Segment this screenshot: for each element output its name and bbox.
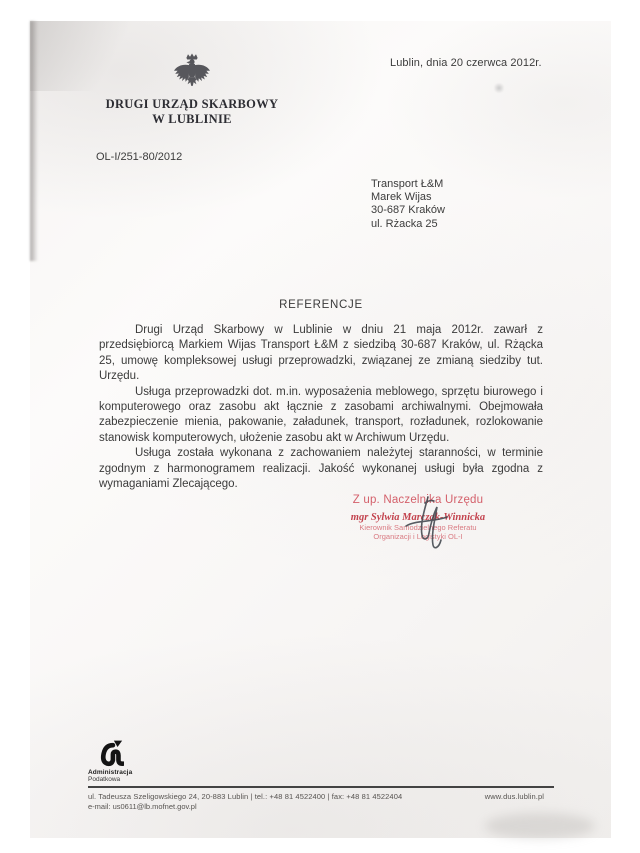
recipient-address [371,178,445,231]
scan-shadow-artifact [485,813,595,839]
footer-website: www.dus.lublin.pl [484,792,544,801]
date-line: Lublin, dnia 20 czerwca 2012r. [390,57,542,69]
footer-email: e-mail: us0611@lb.mofnet.gov.pl [88,802,197,811]
footer-address: ul. Tadeusza Szeligowskiego 24, 20-883 Lublin | tel.: +48 81 4522400 | fax: +48 81 4522404 [88,792,403,801]
recipient-postal-city: 30-687 Kraków [371,204,445,217]
letter-body [99,323,543,492]
reference-number: OL-I/251-80/2012 [96,151,183,163]
footer-contact-row [88,792,544,801]
recipient-person: Marek Wijas [371,191,432,204]
body-paragraph-2: Usługa przeprowadzki dot. m.in. wyposażenia meblowego, sprzętu biurowego i komputerowego oraz zasobu akt łącznie z zasobami archiwalnymi. Obejmowała zabezpieczenie mienia, pakowanie, załadunek, transport, rozładunek, rozlokowanie stanowisk komputerowych, ułożenie zasobu akt w Archiwum Urzędu. [99,385,543,444]
office-name [62,97,322,126]
scan-smudge [493,83,505,93]
stamp-signer-title-line1: Kierownik Samodzielnego Referatu [359,523,477,532]
logo-text-line2: Podatkowa [88,776,121,783]
stamp-signer-title-line2: Organizacji i Logistyki OL-I [373,532,463,541]
footer-divider [88,786,554,788]
office-name-line1: DRUGI URZĄD SKARBOWY [105,97,279,111]
handwritten-signature [398,495,450,553]
body-paragraph-1: Drugi Urząd Skarbowy w Lublinie w dniu 21 maja 2012r. zawarł z przedsiębiorcą Markiem Wijas Transport Ł&M z siedzibą 30-687 Kraków, ul. Rżącka 25, umowę kompleksowej usługi przeprowadzki, związanej ze zmianą siedziby tut. Urzędu. [99,324,543,383]
administracja-podatkowa-logo-icon [100,740,124,767]
logo-text-line1: Administracja [88,769,133,776]
recipient-company: Transport Ł&M [371,178,444,190]
polish-eagle-emblem-icon [172,53,212,90]
scanned-letter-sheet [30,21,611,838]
stamp-signer-name: mgr Sylwia Marczak-Winnicka [350,512,486,523]
tax-administration-logo [88,740,208,783]
letter-title: REFERENCJE [279,299,363,311]
recipient-street: ul. Rżacka 25 [371,217,438,230]
office-name-line2: W LUBLINIE [152,111,232,126]
body-paragraph-3: Usługa została wykonana z zachowaniem należytej staranności, w terminie zgodnym z harmonogramem realizacji. Jakość wykonanej usługi była zgodna z wymaganiami Zlecającego. [99,447,543,491]
stamp-authorization-line: Z up. Naczelnika Urzędu [352,494,484,506]
paper-fold-shadow [30,21,180,91]
